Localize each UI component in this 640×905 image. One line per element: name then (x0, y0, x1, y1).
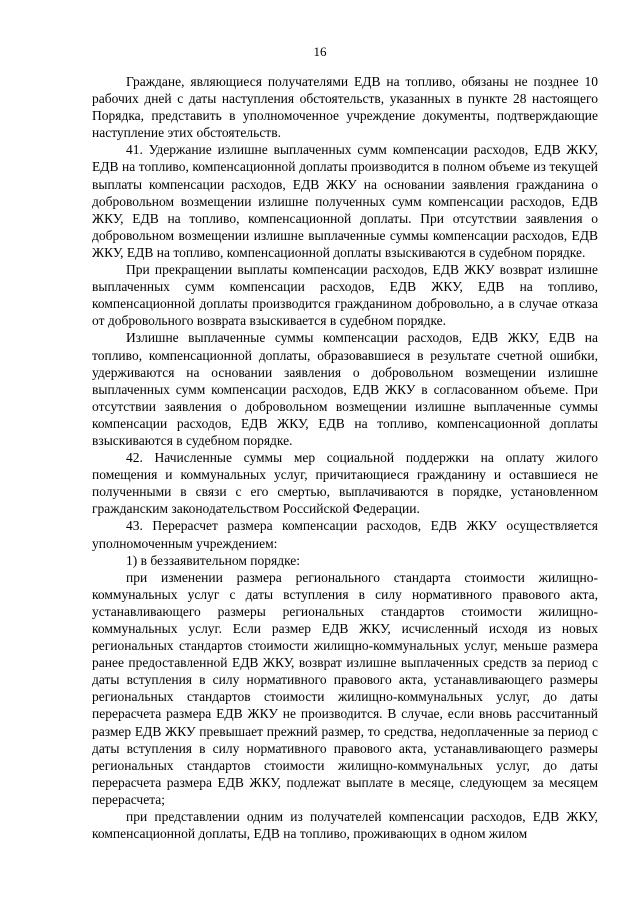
paragraph-clause-43-item-1: 1) в беззаявительном порядке: (126, 552, 301, 568)
paragraph-termination-refund: При прекращении выплаты компенсации расходов, ЕДВ ЖКУ возврат излишне выплаченных сумм компенсации расходов, ЕДВ ЖКУ, ЕДВ на топливо, компенсационной доплаты производится гражданином добровольно, а в случае отказа от добровольного возврата взыскивается в судебном порядке. (92, 262, 598, 329)
paragraph-clause-41: 41. Удержание излишне выплаченных сумм компенсации расходов, ЕДВ ЖКУ, ЕДВ на топливо, компенсационной доплаты производится в полном объеме из текущей выплаты компенсации расходов, ЕДВ ЖКУ на основании заявления гражданина о добровольном возмещении излишне полученных сумм компенсации расходов, ЕДВ ЖКУ, ЕДВ на топливо, компенсационной доплаты. При отсутствии заявления о добровольном возмещении излишне выплаченные суммы компенсации расходов, ЕДВ ЖКУ, ЕДВ на топливо, компенсационной доплаты взыскиваются в судебном порядке. (92, 142, 598, 260)
page-number: 16 (313, 44, 327, 59)
paragraph-clause-42: 42. Начисленные суммы мер социальной поддержки на оплату жилого помещения и коммунальных услуг, причитающиеся гражданину и оставшиеся не полученными в связи с его смертью, выплачиваются в порядке, установленном гражданским законодательством Российской Федерации. (92, 450, 598, 517)
paragraph-standard-change: при изменении размера регионального стандарта стоимости жилищно-коммунальных услуг с даты вступления в силу нормативного правового акта, устанавливающего размеры региональных стандартов стоимости жилищно-коммунальных услуг. Если размер ЕДВ ЖКУ, исчисленный исходя из новых региональных стандартов стоимости жилищно-коммунальных услуг, меньше размера ранее предоставленной ЕДВ ЖКУ, возврат излишне выплаченных средств за период с даты вступления в силу нормативного правового акта, устанавливающего размеры региональных стандартов стоимости жилищно-коммунальных услуг, до даты перерасчета размера ЕДВ ЖКУ не производится. В случае, если вновь рассчитанный размер ЕДВ ЖКУ превышает прежний размер, то средства, недоплаченные за период с даты вступления в силу нормативного правового акта, устанавливающего размеры региональных стандартов стоимости жилищно-коммунальных услуг, до даты перерасчета размера ЕДВ ЖКУ, подлежат выплате в месяце, следующем за месяцем перерасчета; (92, 569, 598, 807)
paragraph-counting-error: Излишне выплаченные суммы компенсации расходов, ЕДВ ЖКУ, ЕДВ на топливо, компенсационной доплаты, образовавшиеся в результате счетной ошибки, удерживаются на основании заявления о добровольном возмещении излишне выплаченных сумм компенсации расходов, ЕДВ ЖКУ в согласованном объеме. При отсутствии заявления о добровольном возмещении излишне выплаченные суммы компенсации расходов, ЕДВ ЖКУ, ЕДВ на топливо, компенсационной доплаты взыскиваются в судебном порядке. (92, 330, 598, 448)
document-body (92, 73, 598, 842)
paragraph-fuel-edv-obligation: Граждане, являющиеся получателями ЕДВ на топливо, обязаны не позднее 10 рабочих дней с даты наступления обстоятельств, указанных в пункте 28 настоящего Порядка, представить в уполномоченное учреждение документы, подтверждающие наступление этих обстоятельств. (92, 74, 598, 141)
paragraph-clause-43: 43. Перерасчет размера компенсации расходов, ЕДВ ЖКУ осуществляется уполномоченным учреждением: (92, 518, 598, 551)
paragraph-recipient-submission: при представлении одним из получателей компенсации расходов, ЕДВ ЖКУ, компенсационной доплаты, ЕДВ на топливо, проживающих в одном жилом (92, 809, 598, 842)
